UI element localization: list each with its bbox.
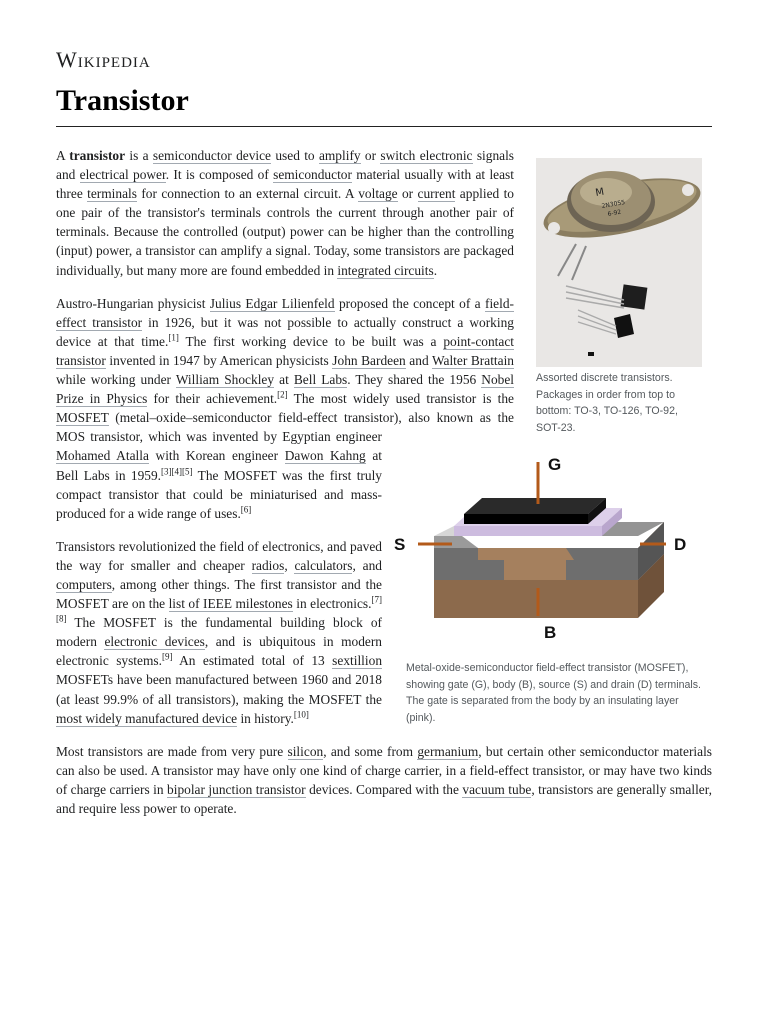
paragraph-text: , xyxy=(284,557,295,573)
paragraph-text: Transistors revolutionized the field of electronics, and paved the way for smaller and cheaper xyxy=(56,538,382,573)
svg-text:2N3055: 2N3055 xyxy=(601,198,626,210)
article-link[interactable]: point-contact transistor xyxy=(56,333,515,368)
paragraph-text: material usually with at least three xyxy=(56,167,514,202)
paragraph-text: for their achievement. xyxy=(147,391,278,407)
paragraph-text: , and some from xyxy=(323,743,418,759)
article-link[interactable]: vacuum tube xyxy=(462,781,532,797)
paragraph-text: MOSFETs have been manufactured between 1960 and 2018 (at least 99.9% of all transistors), making the MOSFET the xyxy=(56,672,382,707)
paragraph-text: is a xyxy=(125,148,153,163)
gate-top xyxy=(464,498,606,514)
paragraph-text: . It is composed of xyxy=(165,167,274,183)
article-link[interactable]: current xyxy=(417,186,456,202)
citation-ref[interactable]: [2] xyxy=(277,389,288,400)
article-link[interactable]: William Shockley xyxy=(175,372,275,388)
article-link[interactable]: Bell Labs xyxy=(293,372,348,388)
article-link[interactable]: semiconductor device xyxy=(152,148,272,163)
drain-label: D xyxy=(674,535,687,554)
paragraph-text: , transistors are generally smaller, and require less power to operate. xyxy=(56,781,712,816)
paragraph-text: invented in 1947 by American physicists xyxy=(105,352,333,368)
source-label: S xyxy=(394,535,406,554)
article-link[interactable]: bipolar junction transistor xyxy=(167,781,306,797)
paragraph-text: The most widely used transistor is the xyxy=(287,391,514,407)
transistors-caption: Assorted discrete transistors. Packages in order from top to bottom: TO-3, TO-126, TO-92, SOT-23. xyxy=(536,372,678,434)
article-link[interactable]: electronic devices xyxy=(104,634,205,650)
article-link[interactable]: Mohamed Atalla xyxy=(56,448,149,464)
article-link[interactable]: electrical power xyxy=(79,167,166,183)
citation-ref[interactable]: [7][8] xyxy=(56,594,382,624)
paragraph-text: at xyxy=(274,372,294,388)
gate-label: G xyxy=(548,458,562,474)
article-link[interactable]: germanium xyxy=(417,743,479,759)
article-link[interactable]: silicon xyxy=(287,743,324,759)
paragraph-text: while working under xyxy=(56,372,176,388)
article-body xyxy=(56,146,712,832)
article-link[interactable]: field-effect transistor xyxy=(56,295,514,330)
drain-region xyxy=(566,548,638,580)
article-link[interactable]: Nobel Prize in Physics xyxy=(56,372,515,407)
article-link[interactable]: integrated circuits xyxy=(337,262,434,278)
article-link[interactable]: switch electronic xyxy=(380,148,473,163)
gate-front xyxy=(464,514,588,524)
article-link[interactable]: voltage xyxy=(358,186,398,202)
svg-text:M: M xyxy=(594,186,606,199)
paragraph-materials xyxy=(56,742,712,818)
body-label: B xyxy=(544,623,557,642)
article-link[interactable]: Walter Brattain xyxy=(431,352,514,368)
article-link[interactable]: sextillion xyxy=(332,653,383,669)
paragraph-text: , and is ubiquitous in modern electronic systems. xyxy=(56,634,382,669)
paragraph-text: or xyxy=(360,148,381,163)
svg-text:6-92: 6-92 xyxy=(607,208,622,218)
bold-term: transistor xyxy=(69,148,126,163)
page-title: Transistor xyxy=(56,84,189,117)
paragraph-text: devices. Compared with the xyxy=(305,781,463,797)
article-link[interactable]: most widely manufactured device xyxy=(56,710,238,726)
article-link[interactable]: semiconductor xyxy=(273,167,352,183)
mosfet-diagram[interactable] xyxy=(392,458,712,653)
paragraph-text: . xyxy=(433,262,438,278)
paragraph-text: The MOSFET was the first truly compact transistor that could be miniaturised and mass-produced for a wide range of uses. xyxy=(56,467,382,521)
paragraph-text: and xyxy=(405,352,432,368)
paragraph-text: (metal–oxide–semiconductor field-effect transistor), also known as the MOS transistor, which was invented by Egyptian engineer xyxy=(56,410,514,445)
paragraph-text: in electronics. xyxy=(292,596,372,612)
article-link[interactable]: calculators xyxy=(294,557,353,573)
paragraph-text: at Bell Labs in 1959. xyxy=(56,448,383,483)
mosfet-body-front xyxy=(434,580,638,618)
wikipedia-logo[interactable]: Wikipedia xyxy=(56,47,151,72)
paragraph-text: A xyxy=(56,148,70,163)
paragraph-text: signals and xyxy=(56,148,515,183)
title-divider xyxy=(56,126,712,127)
paragraph-text: in history. xyxy=(237,710,294,726)
transistors-photo[interactable] xyxy=(536,158,702,367)
citation-ref[interactable]: [10] xyxy=(293,709,309,720)
paragraph-text: An estimated total of 13 xyxy=(172,653,333,669)
paragraph-text: , and xyxy=(352,557,382,573)
mosfet-caption: Metal-oxide-semiconductor field-effect transistor (MOSFET), showing gate (G), body (B), source (S) and drain (D) terminals. The gate is separated from the body by an insulating layer (pink). xyxy=(406,662,701,724)
transistors-photo-image xyxy=(536,158,702,367)
article-link[interactable]: Julius Edgar Lilienfeld xyxy=(209,295,335,311)
mosfet-figure xyxy=(392,458,712,726)
citation-ref[interactable]: [3][4][5] xyxy=(161,466,193,477)
paragraph-text: proposed the concept of a xyxy=(334,295,485,311)
paragraph-text: or xyxy=(397,186,418,202)
article-link[interactable]: computers xyxy=(56,576,112,592)
paragraph-text: in 1926, but it was not possible to actually construct a working device at that time. xyxy=(56,314,514,349)
article-link[interactable]: list of IEEE milestones xyxy=(168,596,293,612)
paragraph-text: with Korean engineer xyxy=(148,448,285,464)
paragraph-text: for connection to an external circuit. A xyxy=(136,186,359,202)
source-region-top xyxy=(434,536,478,548)
paragraph-text: Most transistors are made from very pure xyxy=(56,743,288,759)
paragraph-text: used to xyxy=(271,148,319,163)
citation-ref[interactable]: [1] xyxy=(168,332,179,343)
article-link[interactable]: amplify xyxy=(318,148,361,163)
paragraph-text: , among other things. The first transistor and the MOSFET are on the xyxy=(56,576,382,612)
insulator-front xyxy=(454,526,602,536)
paragraph-text: , but certain other semiconductor materials can also be used. A transistor may have only one kind of charge carrier, in a field-effect transistor, or may have two kinds of charge carriers in xyxy=(56,743,712,797)
citation-ref[interactable]: [6] xyxy=(240,504,252,515)
article-link[interactable]: Dawon Kahng xyxy=(284,448,366,464)
paragraph-text: The first working device to be built was a xyxy=(178,333,444,349)
citation-ref[interactable]: [9] xyxy=(161,651,173,662)
paragraph-text: . They shared the 1956 xyxy=(347,372,482,388)
article-link[interactable]: terminals xyxy=(87,186,137,202)
article-link[interactable]: radios xyxy=(251,557,285,573)
paragraph-text: Austro-Hungarian physicist xyxy=(56,295,210,311)
paragraph-text: applied to one pair of the transistor's terminals controls the current through another pair of terminals. Because the controlled (output) power can be higher than the controlling (input) power, a transistor can amplify a signal. Today, some transistors are packaged individually, but many more are found embedded in xyxy=(56,186,515,278)
paragraph-text: The MOSFET is the fundamental building block of modern xyxy=(56,615,382,650)
transistors-figure xyxy=(536,158,712,436)
article-link[interactable]: John Bardeen xyxy=(332,352,406,368)
article-link[interactable]: MOSFET xyxy=(56,410,109,426)
